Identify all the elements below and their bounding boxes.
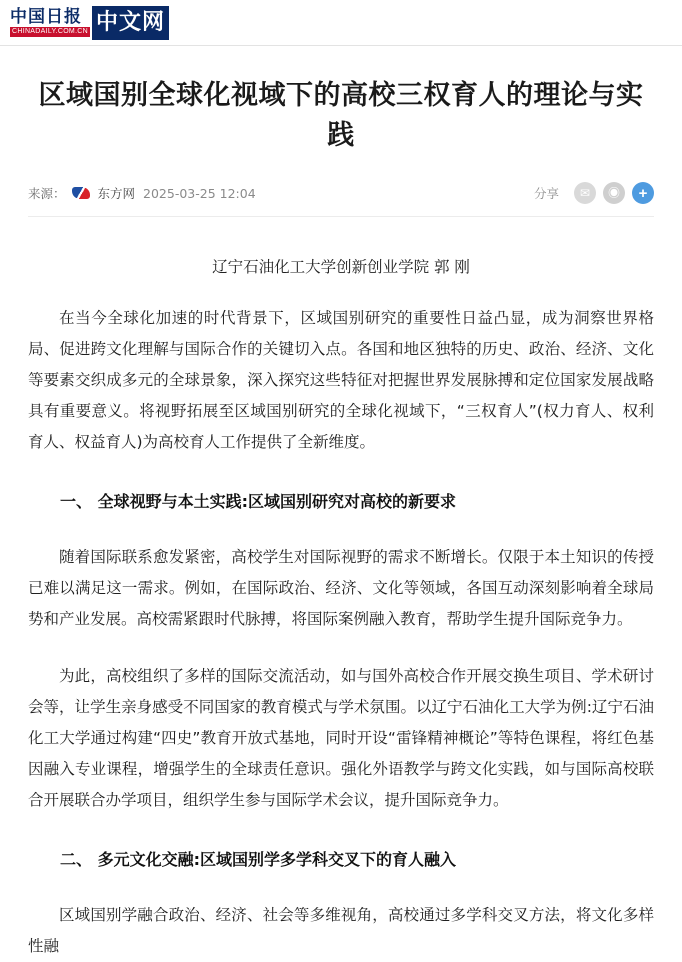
more-share-icon[interactable]: +	[632, 182, 654, 204]
article-meta-left	[28, 184, 256, 202]
article-meta	[28, 182, 654, 217]
article-paragraph: 随着国际联系愈发紧密，高校学生对国际视野的需求不断增长。仅限于本土知识的传授已难以满足这一需求。例如，在国际政治、经济、文化等领域，各国互动深刻影响着全球局势和产业发展。高校需紧跟时代脉搏，将国际案例融入教育，帮助学生提升国际竞争力。	[28, 548, 654, 628]
site-logo[interactable]	[10, 6, 169, 40]
site-header	[0, 0, 682, 46]
source-label: 来源：	[28, 186, 66, 201]
source-name[interactable]: 东方网	[97, 186, 136, 201]
article-container	[0, 76, 682, 962]
logo-left-block	[10, 6, 90, 40]
logo-chinese-name: 中国日报	[10, 7, 82, 27]
article-byline: 辽宁石油化工大学创新创业学院 郭 刚	[212, 258, 470, 276]
article-subheading: 一、 全球视野与本土实践:区域国别研究对高校的新要求	[60, 492, 456, 511]
share-label: 分享	[533, 186, 559, 201]
logo-chinese-site-name: 中文网	[92, 6, 169, 40]
weibo-share-icon[interactable]: ◉	[603, 182, 625, 204]
source-logo-icon	[72, 186, 92, 200]
share-bar	[534, 182, 654, 204]
logo-english-domain: CHINADAILY.COM.CN	[12, 28, 89, 35]
article-paragraph: 为此，高校组织了多样的国际交流活动，如与国外高校合作开展交换生项目、学术研讨会等，让学生亲身感受不同国家的教育模式与学术氛围。以辽宁石油化工大学为例:辽宁石油化工大学通过构建“四史”教育开放式基地，同时开设“雷锋精神概论”等特色课程，将红色基因融入专业课程，增强学生的全球责任意识。强化外语教学与跨文化实践，如与国际高校联合开展联合办学项目，组织学生参与国际学术会议，提升国际竞争力。	[28, 667, 654, 809]
article-paragraph: 在当今全球化加速的时代背景下，区域国别研究的重要性日益凸显，成为洞察世界格局、促进跨文化理解与国际合作的关键切入点。各国和地区独特的历史、政治、经济、文化等要素交织成多元的全球景象，深入探究这些特征对把握世界发展脉搏和定位国家发展战略具有重要意义。将视野拓展至区域国别研究的全球化视域下，“三权育人”(权力育人、权利育人、权益育人)为高校育人工作提供了全新维度。	[28, 309, 654, 451]
article-paragraph: 区域国别学融合政治、经济、社会等多维视角，高校通过多学科交叉方法，将文化多样性融	[28, 906, 654, 955]
wechat-share-icon[interactable]: ✉	[574, 182, 596, 204]
article-subheading: 二、 多元文化交融:区域国别学多学科交叉下的育人融入	[60, 850, 456, 869]
page-title: 区域国别全球化视域下的高校三权育人的理论与实践	[38, 80, 644, 151]
publish-datetime: 2025-03-25 12:04	[143, 185, 256, 201]
